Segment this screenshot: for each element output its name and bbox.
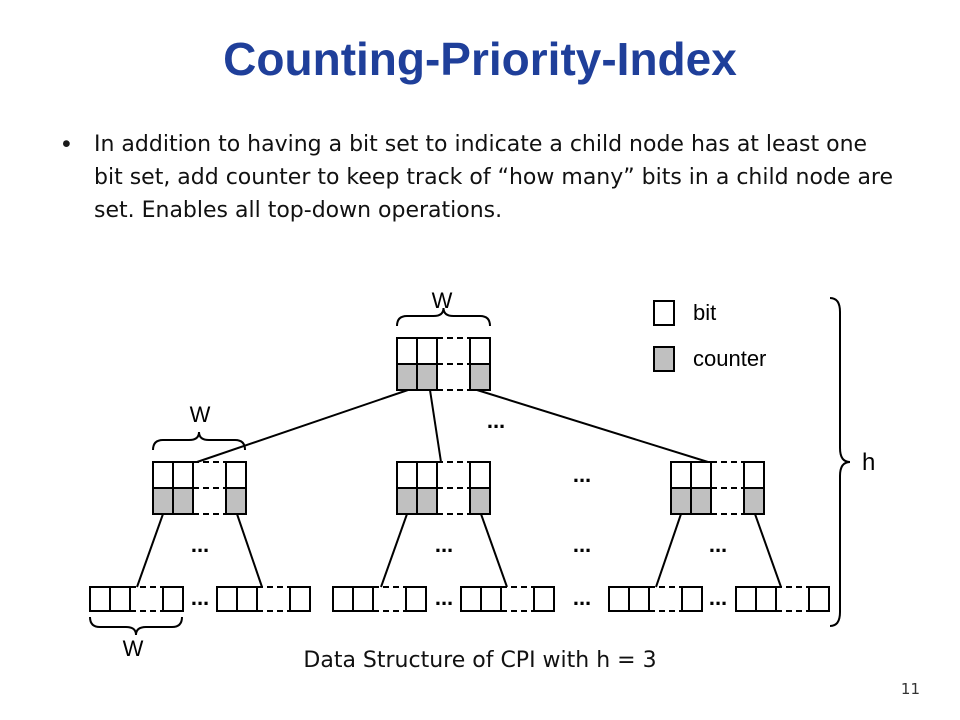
leaf-node-1-bit-cell	[110, 587, 130, 611]
height-brace	[830, 298, 850, 626]
height-label: h	[862, 449, 876, 476]
level2-node-left-counter-cell	[173, 488, 193, 514]
leaf-node-3-bit-cell	[333, 587, 353, 611]
edge-m-b	[481, 514, 507, 587]
leaf-node-6-bit-cell	[809, 587, 829, 611]
leaf-ellipsis-2: ...	[434, 585, 454, 610]
level2-node-right-bit-cell	[744, 462, 764, 488]
edge-r-a	[656, 514, 681, 587]
level2-node-middle-counter-cell	[417, 488, 437, 514]
level2-node-left-bit-cell	[153, 462, 173, 488]
leaf-node-4-bit-cell	[461, 587, 481, 611]
leaf-node-6-bit-cell	[756, 587, 776, 611]
root-node-counter-cell	[397, 364, 417, 390]
edge-m-a	[381, 514, 407, 587]
root-edge-middle	[430, 390, 441, 462]
legend-bit-label: bit	[693, 300, 717, 325]
leaf-ellipsis-3: ...	[572, 585, 592, 610]
leaf-width-brace	[90, 617, 182, 635]
root-node-bit-cell	[417, 338, 437, 364]
leaf-node-6-bit-cell	[736, 587, 756, 611]
left-children-ellipsis: ...	[190, 532, 210, 557]
level2-ellipsis-lower: ...	[572, 532, 592, 557]
level2-node-right-counter-cell	[671, 488, 691, 514]
leaf-ellipsis-1: ...	[190, 585, 210, 610]
root-node-bit-cell	[470, 338, 490, 364]
edge-r-b	[755, 514, 781, 587]
leaf-node-2-bit-cell	[217, 587, 237, 611]
leaf-width-label: W	[122, 636, 144, 661]
level2-node-left-bit-cell	[226, 462, 246, 488]
leaf-node-2-bit-cell	[237, 587, 257, 611]
leaf-node-3-bit-cell	[353, 587, 373, 611]
slide-title: Counting-Priority-Index	[223, 33, 737, 85]
leaf-node-1-bit-cell	[90, 587, 110, 611]
leaf-node-2-bit-cell	[290, 587, 310, 611]
level2-node-right-bit-cell	[671, 462, 691, 488]
leaf-node-4-bit-cell	[481, 587, 501, 611]
level2-node-middle-bit-cell	[417, 462, 437, 488]
legend-bit-swatch	[654, 301, 674, 325]
edge-l-b	[237, 514, 262, 587]
leaf-node-5-bit-cell	[609, 587, 629, 611]
edge-l-a	[137, 514, 163, 587]
right-children-ellipsis: ...	[708, 532, 728, 557]
level2-node-left-counter-cell	[226, 488, 246, 514]
root-node-bit-cell	[397, 338, 417, 364]
level2-node-middle-counter-cell	[397, 488, 417, 514]
level2-node-middle-bit-cell	[397, 462, 417, 488]
leaf-node-3-bit-cell	[406, 587, 426, 611]
leaf-node-4-bit-cell	[534, 587, 554, 611]
legend-counter-label: counter	[693, 346, 767, 371]
leaf-node-5-bit-cell	[629, 587, 649, 611]
level2-node-right-counter-cell	[691, 488, 711, 514]
root-node-counter-cell	[417, 364, 437, 390]
leaf-ellipsis-4: ...	[708, 585, 728, 610]
page-number: 11	[900, 680, 920, 698]
bullet-dot-icon: •	[62, 130, 71, 158]
legend-counter-swatch	[654, 347, 674, 371]
diagram-caption: Data Structure of CPI with h = 3	[303, 648, 657, 673]
root-node-counter-cell	[470, 364, 490, 390]
middle-children-ellipsis: ...	[434, 532, 454, 557]
leaf-node-5-bit-cell	[682, 587, 702, 611]
root-children-ellipsis: ...	[486, 408, 506, 433]
leaf-node-1-bit-cell	[163, 587, 183, 611]
level2-node-left-counter-cell	[153, 488, 173, 514]
level2-node-middle-counter-cell	[470, 488, 490, 514]
level2-width-label: W	[189, 402, 211, 427]
bullet-text: In addition to having a bit set to indicate a child node has at least one bit set, add counter to keep track of “how many” bits in a child node are set. Enables all top-down operations.	[94, 132, 894, 223]
level2-node-right-counter-cell	[744, 488, 764, 514]
level2-node-left-bit-cell	[173, 462, 193, 488]
root-width-label: W	[431, 288, 453, 313]
level2-node-middle-bit-cell	[470, 462, 490, 488]
level2-node-right-bit-cell	[691, 462, 711, 488]
root-edge-left	[197, 390, 408, 462]
level2-nodes-ellipsis: ...	[572, 462, 592, 487]
root-edge-right	[477, 390, 708, 462]
level2-width-brace	[153, 432, 245, 450]
